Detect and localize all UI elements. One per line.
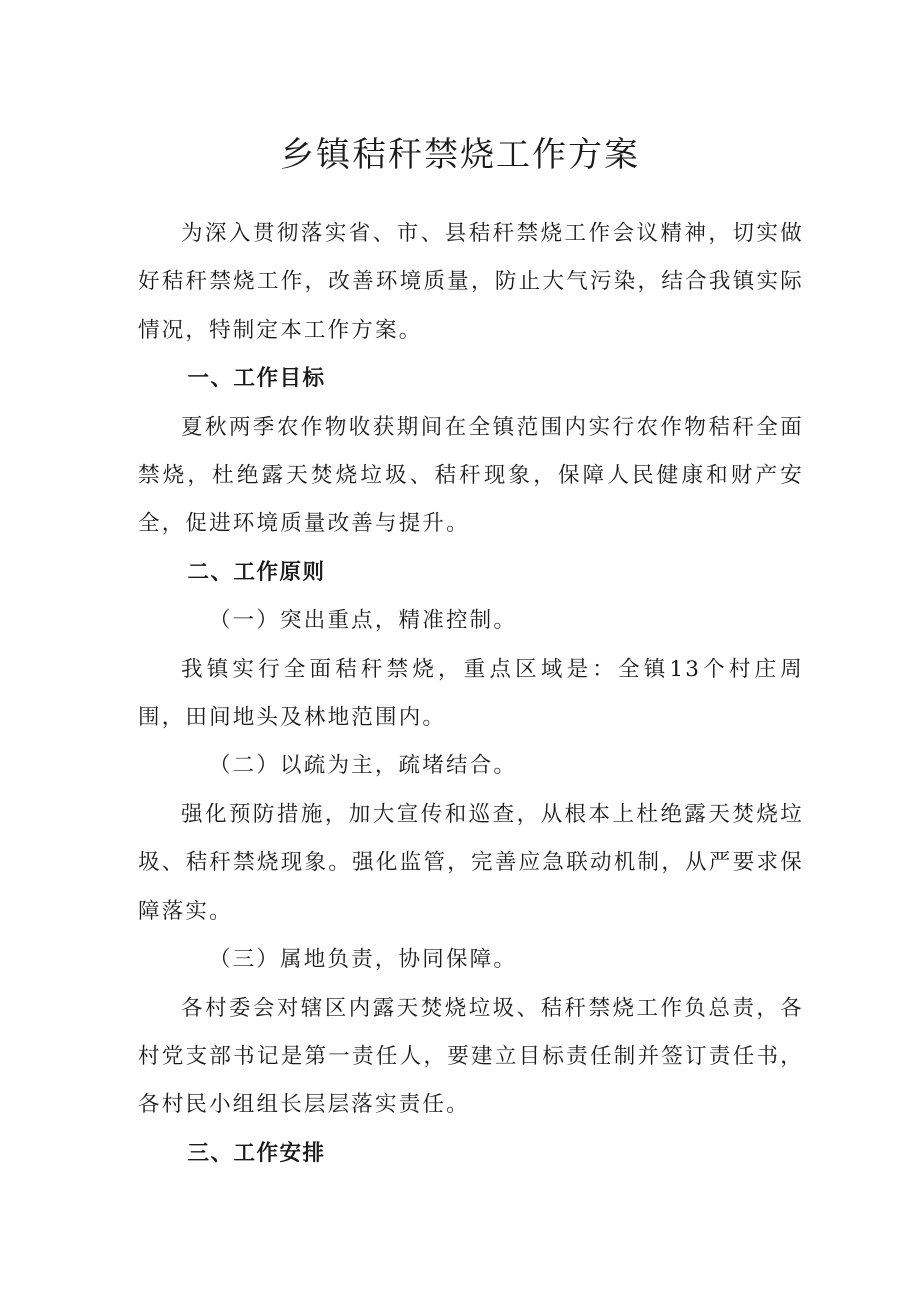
principle-paragraph-3: 各村委会对辖区内露天焚烧垃圾、秸秆禁烧工作负总责，各村党支部书记是第一责任人，要建立目标责任制并签订责任书，各村民小组组长层层落实责任。: [138, 995, 804, 1118]
principle-subheading-3: （三）属地负责，协同保障。: [208, 947, 518, 973]
goals-paragraph: 夏秋两季农作物收获期间在全镇范围内实行农作物秸秆全面禁烧，杜绝露天焚烧垃圾、秸秆现象，保障人民健康和财产安全，促进环境质量改善与提升。: [138, 414, 804, 537]
document-body: [138, 210, 804, 1178]
principle-subheading-2: （二）以疏为主，疏堵结合。: [208, 753, 518, 779]
principle-paragraph-1: 我镇实行全面秸秆禁烧，重点区域是：全镇13个村庄周围，田间地头及林地范围内。: [138, 656, 804, 731]
section-heading-principles: 二、工作原则: [187, 559, 326, 585]
document-title: 乡镇秸秆禁烧工作方案: [280, 135, 640, 175]
section-heading-arrangements: 三、工作安排: [187, 1140, 326, 1166]
section-heading-goals: 一、工作目标: [187, 366, 326, 392]
principle-paragraph-2: 强化预防措施，加大宣传和巡查，从根本上杜绝露天焚烧垃圾、秸秆禁烧现象。强化监管，完善应急联动机制，从严要求保障落实。: [138, 801, 804, 924]
intro-paragraph: 为深入贯彻落实省、市、县秸秆禁烧工作会议精神，切实做好秸秆禁烧工作，改善环境质量，防止大气污染，结合我镇实际情况，特制定本工作方案。: [138, 221, 804, 343]
principle-subheading-1: （一）突出重点，精准控制。: [208, 608, 518, 634]
